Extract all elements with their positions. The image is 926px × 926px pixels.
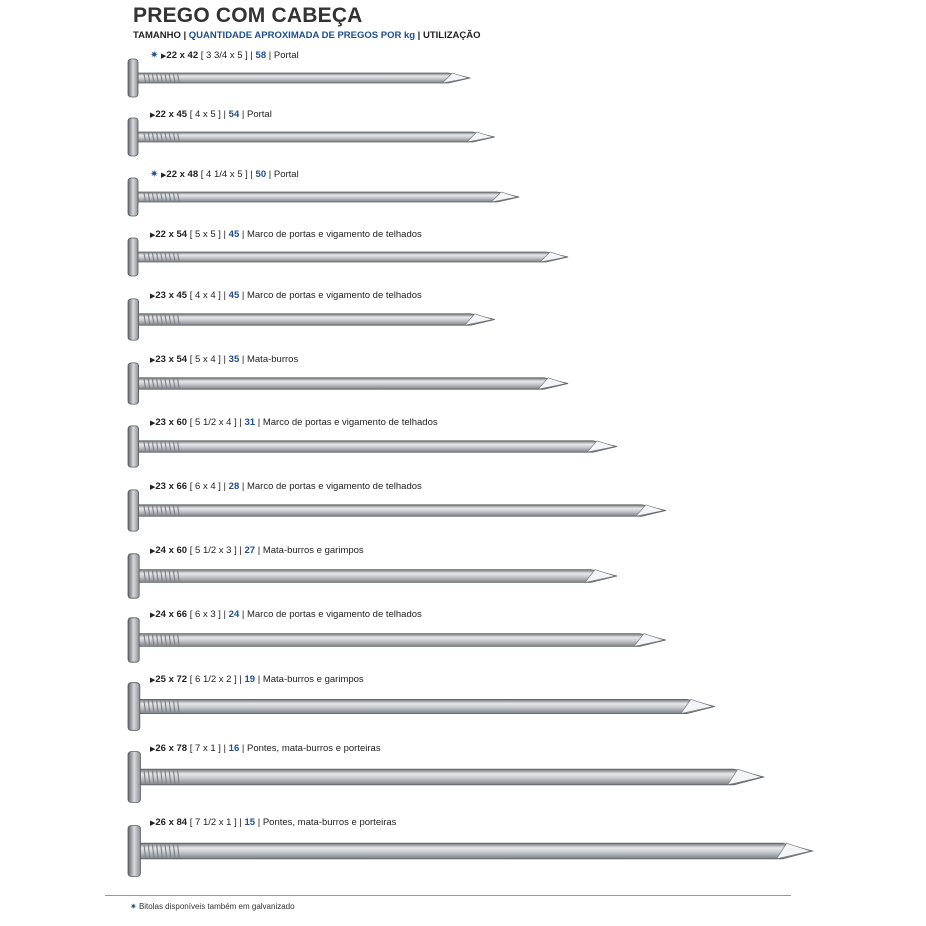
- nail-label: ▶24 x 60 [ 5 1/2 x 3 ] | 27 | Mata-burros e garimpos: [150, 545, 364, 556]
- nail-shank: [138, 252, 568, 262]
- nail-use: Portal: [273, 169, 299, 180]
- nail-inches: 4 x 5: [195, 109, 216, 120]
- triangle-bullet-icon: ▶: [150, 232, 156, 239]
- nail-shank: [138, 192, 519, 202]
- nail-quantity: 19: [244, 674, 256, 685]
- triangle-bullet-icon: ▶: [150, 820, 156, 827]
- column-legend: TAMANHO | QUANTIDADE APROXIMADA DE PREGOS POR kg | UTILIZAÇÃO: [133, 30, 481, 41]
- legend-quantidade: QUANTIDADE APROXIMADA DE PREGOS POR kg: [188, 30, 416, 41]
- nail-quantity: 45: [228, 290, 240, 301]
- nail-size: 24 x 60: [155, 545, 188, 556]
- nail-head: [128, 178, 138, 216]
- nail-inches: 7 1/2 x 1: [195, 817, 232, 828]
- nail-use: Marco de portas e vigamento de telhados: [246, 229, 422, 240]
- nail-size: 22 x 54: [155, 229, 188, 240]
- legend-tamanho: TAMANHO: [133, 30, 181, 41]
- legend-utilizacao: UTILIZAÇÃO: [422, 30, 481, 41]
- nail-quantity: 31: [244, 417, 256, 428]
- nail-shank: [138, 314, 495, 325]
- asterisk-icon: ✷: [130, 902, 137, 911]
- nail-shank: [138, 570, 617, 583]
- nail-size: 23 x 60: [155, 417, 188, 428]
- nail-inches: 3 3/4 x 5: [206, 50, 243, 61]
- nail-label: ▶23 x 60 [ 5 1/2 x 4 ] | 31 | Marco de portas e vigamento de telhados: [150, 417, 438, 428]
- triangle-bullet-icon: ▶: [161, 172, 167, 179]
- nail-size: 22 x 45: [155, 109, 188, 120]
- nail-head: [128, 426, 139, 467]
- nail-size: 23 x 54: [155, 354, 188, 365]
- nail-use: Marco de portas e vigamento de telhados: [246, 609, 422, 620]
- nail-quantity: 15: [244, 817, 256, 828]
- nail-use: Pontes, mata-burros e porteiras: [246, 743, 381, 754]
- footnote: [130, 902, 295, 911]
- nail-shank: [138, 132, 495, 142]
- triangle-bullet-icon: ▶: [161, 53, 167, 60]
- nail-illustration: [0, 817, 926, 907]
- nail-label: ▶23 x 66 [ 6 x 4 ] | 28 | Marco de portas e vigamento de telhados: [150, 481, 422, 492]
- nail-use: Marco de portas e vigamento de telhados: [246, 290, 422, 301]
- nail-quantity: 50: [255, 169, 267, 180]
- triangle-bullet-icon: ▶: [150, 746, 156, 753]
- nail-label: ▶23 x 45 [ 4 x 4 ] | 45 | Marco de portas e vigamento de telhados: [150, 290, 422, 301]
- nail-inches: 5 x 4: [195, 354, 216, 365]
- nail-label: ▶23 x 54 [ 5 x 4 ] | 35 | Mata-burros: [150, 354, 299, 365]
- nail-head: [128, 118, 138, 156]
- nail-quantity: 58: [255, 50, 267, 61]
- nail-shank: [138, 699, 715, 713]
- nail-head: [128, 490, 139, 531]
- nail-inches: 6 x 3: [195, 609, 216, 620]
- nail-inches: 6 x 4: [195, 481, 216, 492]
- nail-shank: [138, 769, 764, 785]
- footnote-text: Bitolas disponíveis também em galvanizado: [138, 902, 295, 911]
- nail-use: Marco de portas e vigamento de telhados: [246, 481, 422, 492]
- nail-quantity: 35: [228, 354, 240, 365]
- triangle-bullet-icon: ▶: [150, 612, 156, 619]
- nail-inches: 5 1/2 x 4: [195, 417, 232, 428]
- nail-inches: 7 x 1: [195, 743, 216, 754]
- nail-quantity: 27: [244, 545, 256, 556]
- nail-quantity: 16: [228, 743, 240, 754]
- nail-inches: 5 x 5: [195, 229, 216, 240]
- nail-size: 26 x 78: [155, 743, 188, 754]
- nail-shank: [138, 505, 666, 516]
- nail-inches: 4 1/4 x 5: [206, 169, 243, 180]
- nail-size: 23 x 66: [155, 481, 188, 492]
- nail-label: ▶26 x 84 [ 7 1/2 x 1 ] | 15 | Pontes, mata-burros e porteiras: [150, 817, 397, 828]
- nail-use: Portal: [273, 50, 299, 61]
- nail-inches: 4 x 4: [195, 290, 216, 301]
- triangle-bullet-icon: ▶: [150, 357, 156, 364]
- nail-shank: [138, 378, 568, 389]
- galvanized-asterisk-icon: ✷: [150, 169, 159, 180]
- nail-label: ▶24 x 66 [ 6 x 3 ] | 24 | Marco de portas e vigamento de telhados: [150, 609, 422, 620]
- nail-label: ▶22 x 45 [ 4 x 5 ] | 54 | Portal: [150, 109, 272, 120]
- nail-head: [128, 752, 140, 803]
- nail-size: 24 x 66: [155, 609, 188, 620]
- nail-size: 23 x 45: [155, 290, 188, 301]
- triangle-bullet-icon: ▶: [150, 420, 156, 427]
- triangle-bullet-icon: ▶: [150, 484, 156, 491]
- nail-use: Marco de portas e vigamento de telhados: [262, 417, 438, 428]
- nail-head: [128, 554, 139, 598]
- triangle-bullet-icon: ▶: [150, 112, 156, 119]
- nail-shank: [138, 73, 470, 83]
- nail-head: [128, 826, 140, 877]
- nail-label: ✷ ▶22 x 48 [ 4 1/4 x 5 ] | 50 | Portal: [150, 169, 299, 180]
- nail-use: Pontes, mata-burros e porteiras: [262, 817, 397, 828]
- nail-use: Portal: [246, 109, 272, 120]
- nail-use: Mata-burros e garimpos: [262, 674, 364, 685]
- nail-head: [128, 683, 140, 731]
- galvanized-asterisk-icon: ✷: [150, 50, 159, 61]
- nail-label: ✷ ▶22 x 42 [ 3 3/4 x 5 ] | 58 | Portal: [150, 50, 299, 61]
- nail-head: [128, 363, 139, 404]
- nail-head: [128, 59, 138, 97]
- nail-quantity: 45: [228, 229, 240, 240]
- nail-label: ▶26 x 78 [ 7 x 1 ] | 16 | Pontes, mata-burros e porteiras: [150, 743, 381, 754]
- nail-size: 22 x 42: [166, 50, 199, 61]
- nail-shank: [138, 634, 666, 647]
- triangle-bullet-icon: ▶: [150, 677, 156, 684]
- nail-shank: [138, 441, 617, 452]
- triangle-bullet-icon: ▶: [150, 293, 156, 300]
- nail-shank: [138, 843, 813, 859]
- nail-head: [128, 238, 138, 276]
- nail-inches: 6 1/2 x 2: [195, 674, 232, 685]
- nail-size: 26 x 84: [155, 817, 188, 828]
- triangle-bullet-icon: ▶: [150, 548, 156, 555]
- nail-inches: 5 1/2 x 3: [195, 545, 232, 556]
- nail-quantity: 54: [228, 109, 240, 120]
- nail-quantity: 28: [228, 481, 240, 492]
- nail-use: Mata-burros e garimpos: [262, 545, 364, 556]
- page-title: PREGO COM CABEÇA: [133, 4, 363, 27]
- nail-head: [128, 618, 139, 662]
- nail-use: Mata-burros: [246, 354, 299, 365]
- nail-label: ▶25 x 72 [ 6 1/2 x 2 ] | 19 | Mata-burros e garimpos: [150, 674, 364, 685]
- nail-label: ▶22 x 54 [ 5 x 5 ] | 45 | Marco de portas e vigamento de telhados: [150, 229, 422, 240]
- footer-divider: [105, 895, 791, 896]
- nail-head: [128, 299, 139, 340]
- nail-size: 25 x 72: [155, 674, 188, 685]
- nail-size: 22 x 48: [166, 169, 199, 180]
- nail-quantity: 24: [228, 609, 240, 620]
